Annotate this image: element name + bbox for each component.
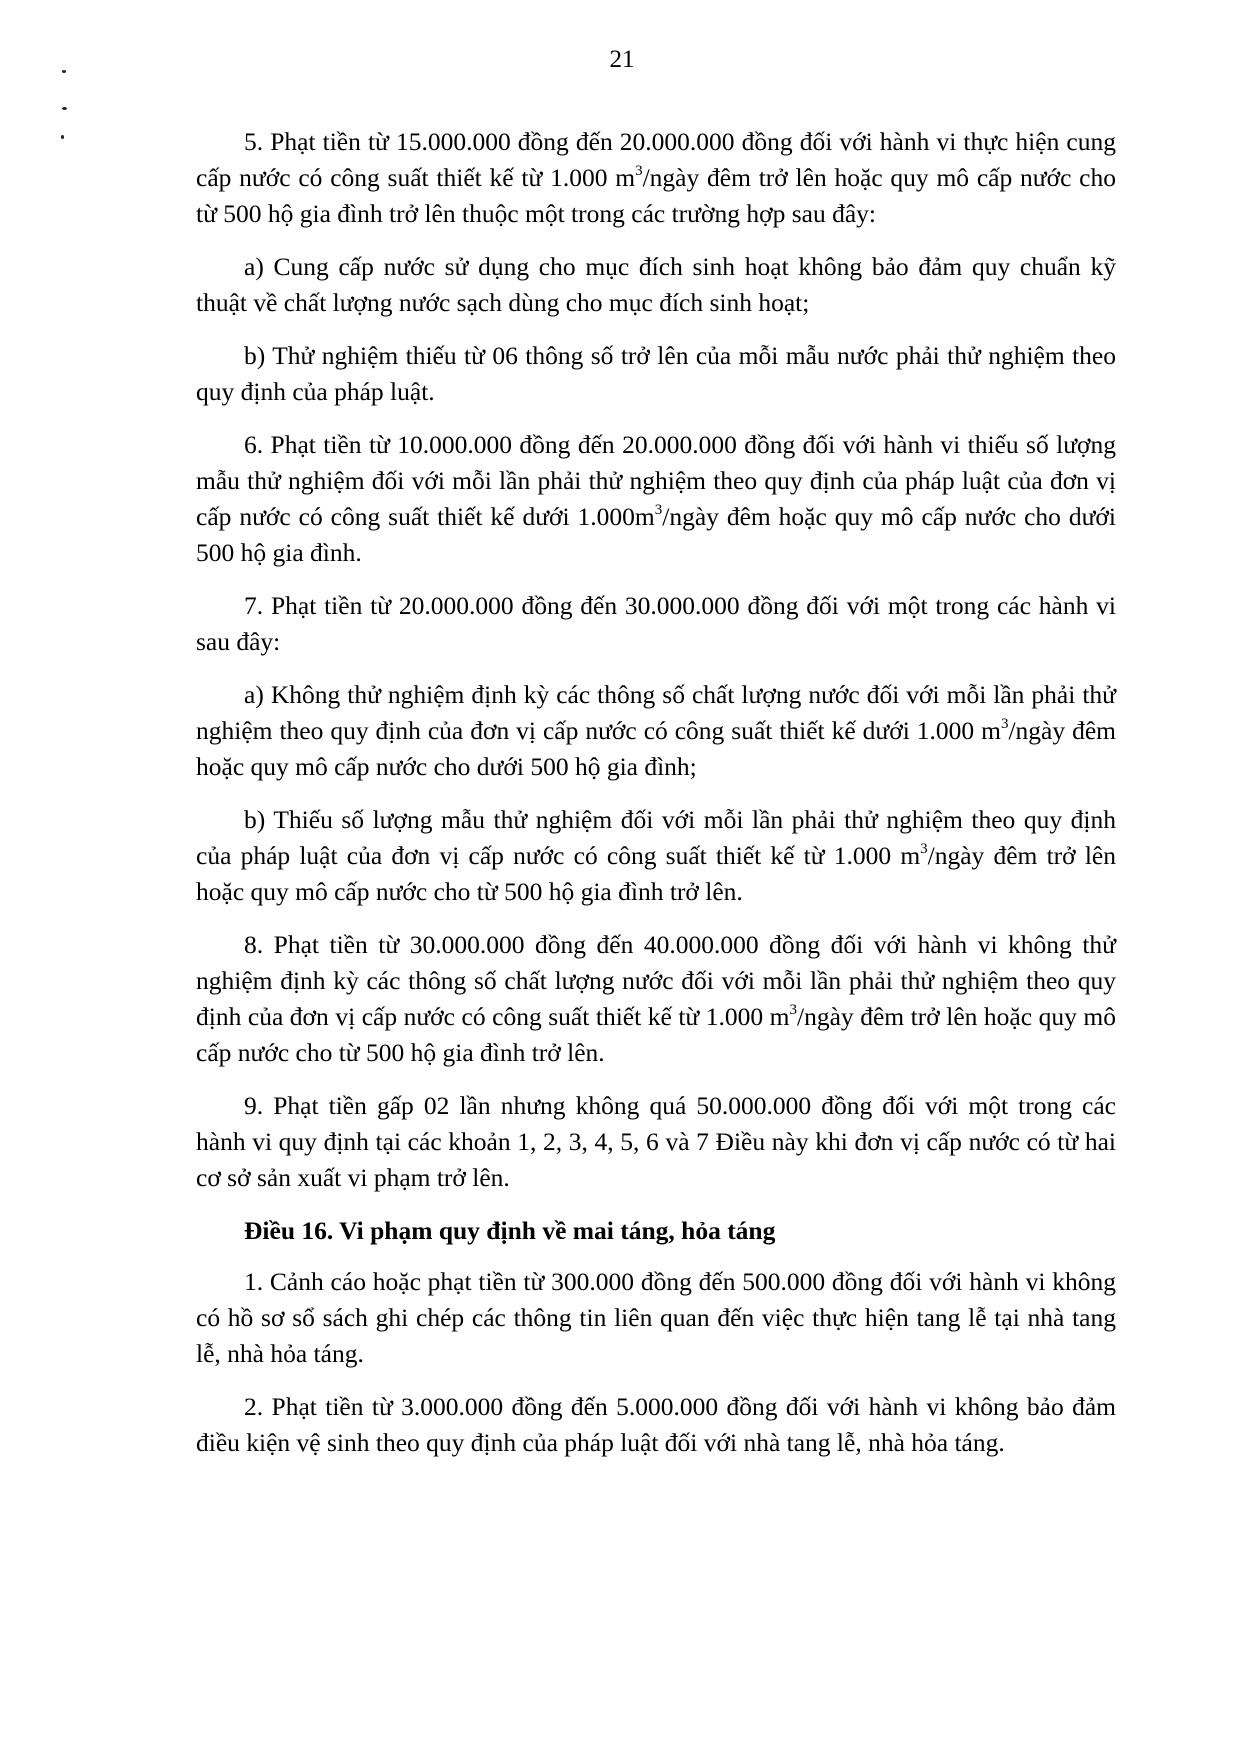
clause-5a: a) Cung cấp nước sử dụng cho mục đích sinh hoạt không bảo đảm quy chuẩn kỹ thuật về chất lượng nước sạch dùng cho mục đích sinh hoạt;: [196, 252, 1116, 317]
clause-8: [196, 927, 1116, 1071]
article-16-clause-2: 2. Phạt tiền từ 3.000.000 đồng đến 5.000.000 đồng đối với hành vi không bảo đảm điều kiện vệ sinh theo quy định của pháp luật đối với nhà tang lễ, nhà hỏa táng.: [196, 1392, 1116, 1457]
superscript: 3: [654, 502, 663, 518]
superscript: 3: [1000, 716, 1009, 732]
clause-text: /ngày đêm trở lên hoặc quy mô cấp nước cho từ 500 hộ gia đình trở lên.: [196, 1002, 1116, 1067]
clause-9: 9. Phạt tiền gấp 02 lần nhưng không quá 50.000.000 đồng đối với một trong các hành vi quy định tại các khoản 1, 2, 3, 4, 5, 6 và 7 Điều này khi đơn vị cấp nước có từ hai cơ sở sản xuất vi phạm trở lên.: [196, 1091, 1116, 1192]
scan-speck: [62, 70, 66, 73]
clause-text: /ngày đêm hoặc quy mô cấp nước cho dưới 500 hộ gia đình.: [196, 502, 1116, 567]
clause-7: 7. Phạt tiền từ 20.000.000 đồng đến 30.000.000 đồng đối với một trong các hành vi sau đây:: [196, 591, 1116, 656]
clause-text: /ngày đêm trở lên hoặc quy mô cấp nước cho từ 500 hộ gia đình trở lên.: [196, 841, 1116, 906]
superscript: 3: [635, 163, 643, 179]
clause-text: b) Thiếu số lượng mẫu thử nghiệm đối với mỗi lần phải thử nghiệm theo quy định của pháp luật của đơn vị cấp nước có công suất thiết kế từ 1.000 m: [196, 805, 1116, 870]
scan-speck: [62, 107, 67, 110]
scan-speck: [61, 135, 64, 139]
clause-7b: [196, 802, 1116, 910]
article-16-heading: Điều 16. Vi phạm quy định về mai táng, hỏa táng: [244, 1216, 776, 1245]
page-number: 21: [609, 46, 635, 73]
clause-7a: [196, 677, 1116, 785]
clause-text: /ngày đêm hoặc quy mô cấp nước cho dưới 500 hộ gia đình;: [196, 716, 1116, 781]
clause-text: 6. Phạt tiền từ 10.000.000 đồng đến 20.000.000 đồng đối với hành vi thiếu số lượng mẫu thử nghiệm đối với mỗi lần phải thử nghiệm theo quy định của pháp luật của đơn vị cấp nước có công suất thiết kế dưới 1.000m: [196, 430, 1116, 531]
clause-5: [196, 124, 1116, 232]
clause-text: /ngày đêm trở lên hoặc quy mô cấp nước cho từ 500 hộ gia đình trở lên thuộc một trong các trường hợp sau đây:: [196, 163, 1116, 228]
clause-6: [196, 427, 1116, 571]
superscript: 3: [789, 1002, 798, 1018]
clause-text: a) Không thử nghiệm định kỳ các thông số chất lượng nước đối với mỗi lần phải thử nghiệm theo quy định của đơn vị cấp nước có công suất thiết kế dưới 1.000 m: [196, 680, 1116, 745]
clause-text: 8. Phạt tiền từ 30.000.000 đồng đến 40.000.000 đồng đối với hành vi không thử nghiệm định kỳ các thông số chất lượng nước đối với mỗi lần phải thử nghiệm theo quy định của đơn vị cấp nước có công suất thiết kế từ 1.000 m: [196, 930, 1116, 1031]
superscript: 3: [920, 841, 928, 857]
article-16-clause-1: 1. Cảnh cáo hoặc phạt tiền từ 300.000 đồng đến 500.000 đồng đối với hành vi không có hồ sơ sổ sách ghi chép các thông tin liên quan đến việc thực hiện tang lễ tại nhà tang lễ, nhà hỏa táng.: [196, 1267, 1116, 1368]
document-body: [196, 124, 1116, 1478]
clause-text: 5. Phạt tiền từ 15.000.000 đồng đến 20.000.000 đồng đối với hành vi thực hiện cung cấp nước có công suất thiết kế từ 1.000 m: [196, 127, 1116, 192]
clause-5b: b) Thử nghiệm thiếu từ 06 thông số trở lên của mỗi mẫu nước phải thử nghiệm theo quy định của pháp luật.: [196, 341, 1116, 406]
